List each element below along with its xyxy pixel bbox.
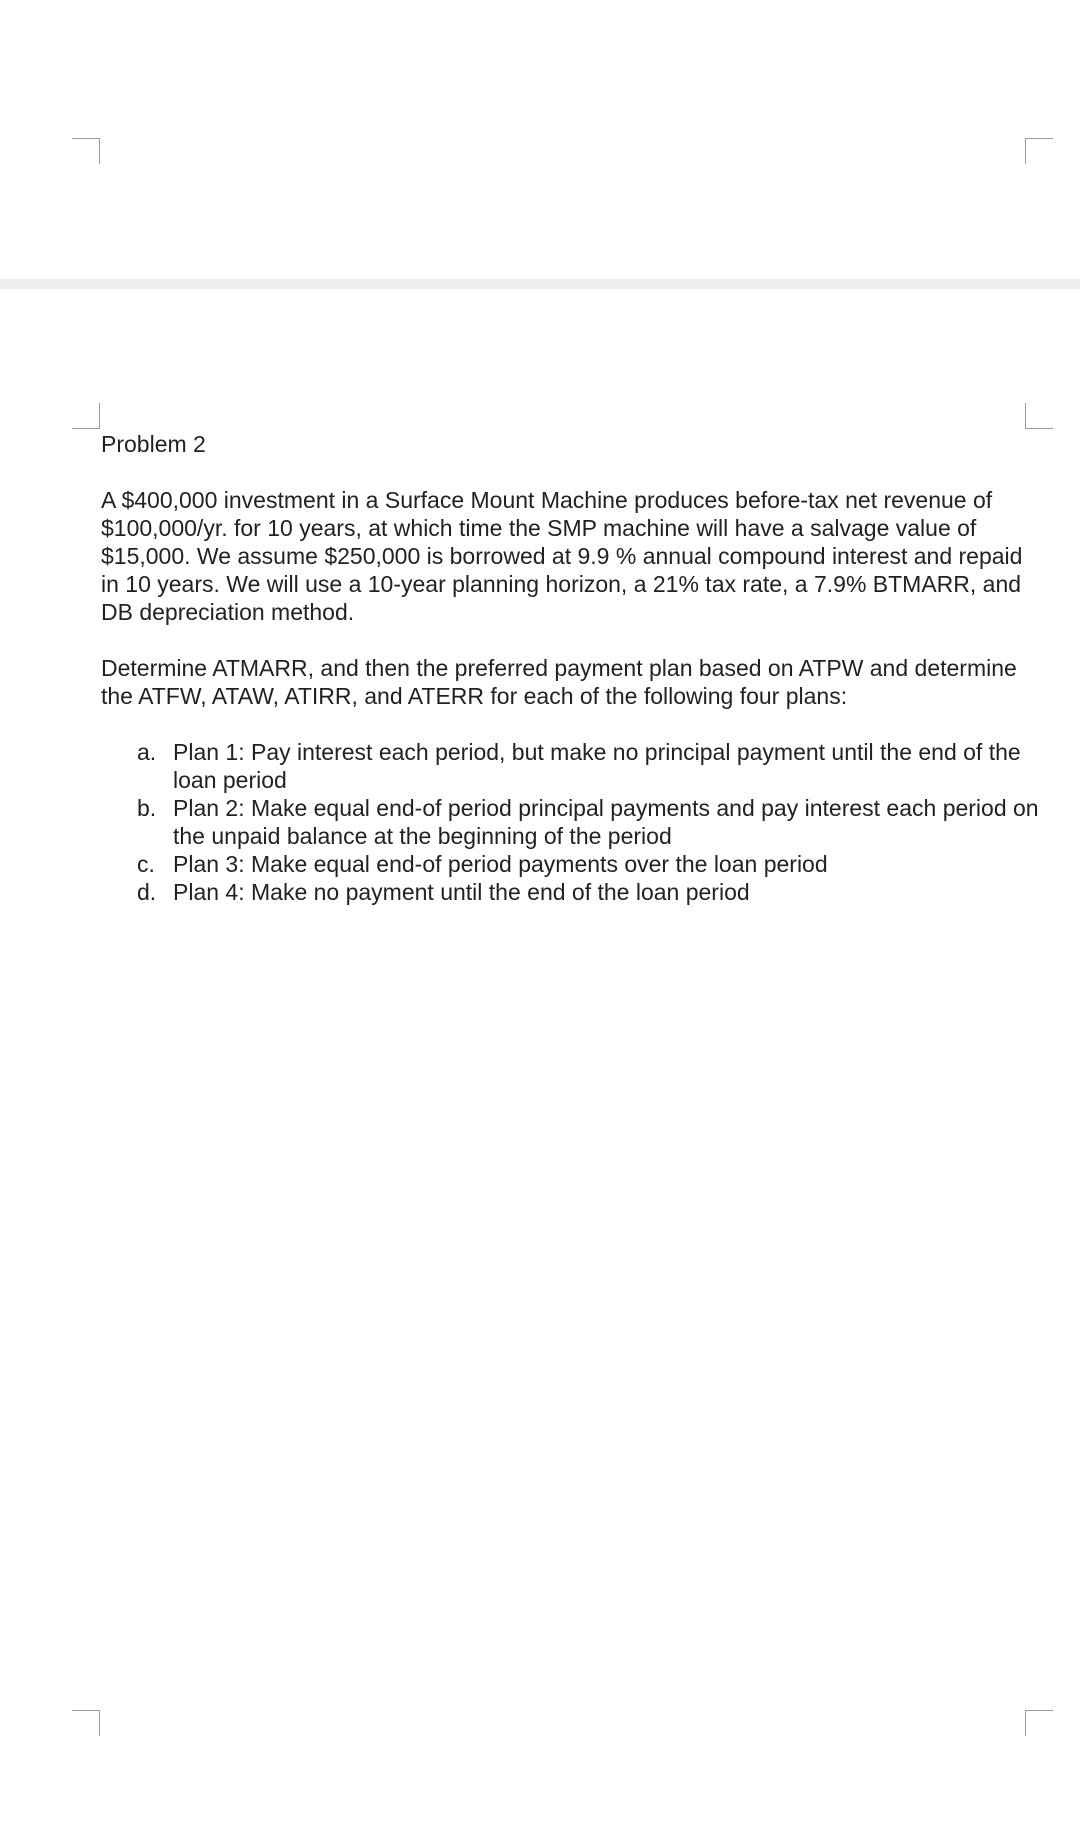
corner-mark-text-top-right [1025, 403, 1053, 429]
list-item [137, 738, 1041, 794]
list-marker: d. [137, 879, 157, 905]
corner-mark-text-top-left [72, 403, 100, 429]
corner-mark-bottom-right [1025, 1710, 1053, 1736]
list-marker: c. [137, 851, 155, 877]
plan-text: Plan 3: Make equal end-of period payments over the loan period [173, 851, 828, 877]
list-item [137, 794, 1041, 850]
problem-statement: A $400,000 investment in a Surface Mount Machine produces before-tax net revenue of $100,000/yr. for 10 years, at which time the SMP machine will have a salvage value of $15,000. We assume $250,000 is borrowed at 9.9 % annual compound interest and repaid in 10 years. We will use a 10-year planning horizon, a 21% tax rate, a 7.9% BTMARR, and DB depreciation method. [101, 487, 1023, 625]
corner-mark-top-right [1025, 138, 1053, 164]
previous-page [0, 0, 1080, 279]
task-statement: Determine ATMARR, and then the preferred payment plan based on ATPW and determine the ATFW, ATAW, ATIRR, and ATERR for each of the following four plans: [101, 655, 1017, 709]
list-marker: b. [137, 795, 157, 821]
list-marker: a. [137, 739, 157, 765]
plan-text: Plan 1: Pay interest each period, but make no principal payment until the end of the loan period [173, 739, 1021, 793]
document-body [101, 430, 1041, 906]
page-separator [0, 279, 1080, 289]
list-item [137, 850, 1041, 878]
page-title: Problem 2 [101, 431, 206, 457]
plan-text: Plan 4: Make no payment until the end of the loan period [173, 879, 750, 905]
corner-mark-bottom-left [72, 1710, 100, 1736]
list-item [137, 878, 1041, 906]
plan-text: Plan 2: Make equal end-of period principal payments and pay interest each period on the unpaid balance at the beginning of the period [173, 795, 1039, 849]
corner-mark-top-left [72, 138, 100, 164]
plan-list [101, 738, 1041, 906]
